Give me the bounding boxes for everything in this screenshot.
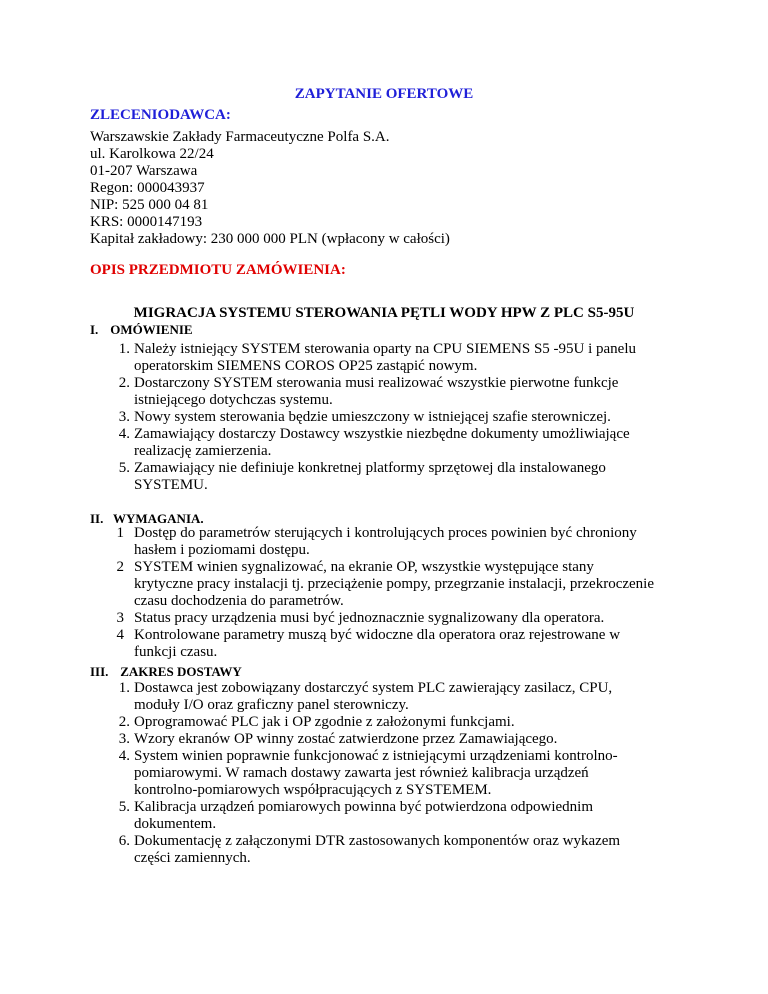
list-item-text-line: funkcji czasu. xyxy=(134,644,218,660)
client-line: NIP: 525 000 04 81 xyxy=(90,197,209,213)
list-item-text-line: Dostęp do parametrów sterujących i kontrolujących proces powinien być chroniony xyxy=(134,525,637,541)
list-item-number: 6. xyxy=(118,833,130,849)
list-item-text-line: operatorskim SIEMENS COROS OP25 zastąpić nowym. xyxy=(134,358,478,374)
list-item-number: 4. xyxy=(118,426,130,442)
list-item-number: 1. xyxy=(118,341,130,357)
list-item-number: 1. xyxy=(118,680,130,696)
list-item-number: 5. xyxy=(118,460,130,476)
client-line: ul. Karolkowa 22/24 xyxy=(90,146,214,162)
list-item-text-line: Dokumentację z załączonymi DTR zastosowanych komponentów oraz wykazem xyxy=(134,833,621,849)
list-item-text-line: Kontrolowane parametry muszą być widoczne dla operatora oraz rejestrowane w xyxy=(134,627,621,643)
list-item xyxy=(116,627,694,661)
list-item xyxy=(118,460,694,494)
list-item-text-line: SYSTEM winien sygnalizować, na ekranie OP, wszystkie występujące stany xyxy=(134,559,594,575)
list-item xyxy=(118,426,694,460)
section-title: OMÓWIENIE xyxy=(110,322,193,337)
section-heading-overview xyxy=(90,322,193,338)
section-number: III. xyxy=(90,664,109,679)
list-item-number: 4 xyxy=(116,627,124,643)
list-item-number: 4. xyxy=(118,748,130,764)
list-item-number: 2. xyxy=(118,714,130,730)
list-item-text-line: moduły I/O oraz graficzny panel sterowniczy. xyxy=(134,697,409,713)
list-item-text-line: Nowy system sterowania będzie umieszczony w istniejącej szafie sterowniczej. xyxy=(134,409,611,425)
list-item-text-line: Kalibracja urządzeń pomiarowych powinna być potwierdzona odpowiednim xyxy=(134,799,594,815)
list-item-number: 1 xyxy=(116,525,124,541)
client-line: KRS: 0000147193 xyxy=(90,214,203,230)
list-item-text-line: realizację zamierzenia. xyxy=(134,443,272,459)
list-item xyxy=(118,409,694,426)
list-item-text-line: pomiarowymi. W ramach dostawy zawarta jest również kalibracja urządzeń xyxy=(134,765,589,781)
list-item-text-line: części zamiennych. xyxy=(134,850,251,866)
section-number: I. xyxy=(90,322,99,337)
list-item-text-line: istniejącego dotychczas systemu. xyxy=(134,392,333,408)
list-item-text-line: krytyczne pracy instalacji tj. przeciążenie pompy, przegrzanie instalacji, przekroczenie xyxy=(134,576,655,592)
list-item xyxy=(118,833,694,867)
order-subject: MIGRACJA SYSTEMU STEROWANIA PĘTLI WODY HPW Z PLC S5-95U xyxy=(133,305,635,321)
document-title: ZAPYTANIE OFERTOWE xyxy=(294,86,474,102)
section-number: II. xyxy=(90,511,104,526)
list-item-text-line: Zamawiający dostarczy Dostawcy wszystkie niezbędne dokumenty umożliwiające xyxy=(134,426,630,442)
list-item xyxy=(118,680,694,714)
list-item-text-line: kontrolno-pomiarowych współpracujących z SYSTEMEM. xyxy=(134,782,492,798)
list-item-text-line: Dostarczony SYSTEM sterowania musi realizować wszystkie pierwotne funkcje xyxy=(134,375,619,391)
list-item-text-line: Wzory ekranów OP winny zostać zatwierdzone przez Zamawiającego. xyxy=(134,731,558,747)
client-line: Warszawskie Zakłady Farmaceutyczne Polfa S.A. xyxy=(90,129,390,145)
list-item-text-line: SYSTEMU. xyxy=(134,477,208,493)
list-item-text-line: Status pracy urządzenia musi być jednoznacznie sygnalizowany dla operatora. xyxy=(134,610,605,626)
order-description-heading: OPIS PRZEDMIOTU ZAMÓWIENIA: xyxy=(90,262,346,278)
list-item-number: 2. xyxy=(118,375,130,391)
section-title: WYMAGANIA. xyxy=(113,511,204,526)
client-line: 01-207 Warszawa xyxy=(90,163,198,179)
requirements-list xyxy=(116,525,694,661)
list-item xyxy=(118,748,694,799)
list-item-text-line: System winien poprawnie funkcjonować z istniejącymi urządzeniami kontrolno- xyxy=(134,748,618,764)
list-item xyxy=(116,559,694,610)
list-item-number: 2 xyxy=(116,559,124,575)
list-item-text-line: hasłem i poziomami dostępu. xyxy=(134,542,310,558)
list-item-text-line: Dostawca jest zobowiązany dostarczyć system PLC zawierający zasilacz, CPU, xyxy=(134,680,613,696)
list-item-number: 3. xyxy=(118,731,130,747)
list-item xyxy=(118,341,694,375)
list-item xyxy=(116,525,694,559)
overview-list xyxy=(118,341,694,494)
section-heading-delivery-scope xyxy=(90,664,242,680)
list-item-text-line: Należy istniejący SYSTEM sterowania oparty na CPU SIEMENS S5 -95U i panelu xyxy=(134,341,637,357)
list-item-text-line: Oprogramować PLC jak i OP zgodnie z założonymi funkcjami. xyxy=(134,714,515,730)
list-item xyxy=(118,731,694,748)
list-item xyxy=(118,714,694,731)
list-item xyxy=(118,799,694,833)
list-item-number: 5. xyxy=(118,799,130,815)
client-line: Regon: 000043937 xyxy=(90,180,205,196)
client-line: Kapitał zakładowy: 230 000 000 PLN (wpłacony w całości) xyxy=(90,231,450,247)
delivery-scope-list xyxy=(118,680,694,867)
list-item-text-line: Zamawiający nie definiuje konkretnej platformy sprzętowej dla instalowanego xyxy=(134,460,606,476)
list-item-number: 3 xyxy=(116,610,124,626)
client-heading: ZLECENIODAWCA: xyxy=(90,107,231,123)
list-item-number: 3. xyxy=(118,409,130,425)
section-title: ZAKRES DOSTAWY xyxy=(120,664,242,679)
list-item xyxy=(116,610,694,627)
list-item xyxy=(118,375,694,409)
list-item-text-line: czasu dochodzenia do parametrów. xyxy=(134,593,344,609)
list-item-text-line: dokumentem. xyxy=(134,816,217,832)
client-details xyxy=(90,129,450,248)
